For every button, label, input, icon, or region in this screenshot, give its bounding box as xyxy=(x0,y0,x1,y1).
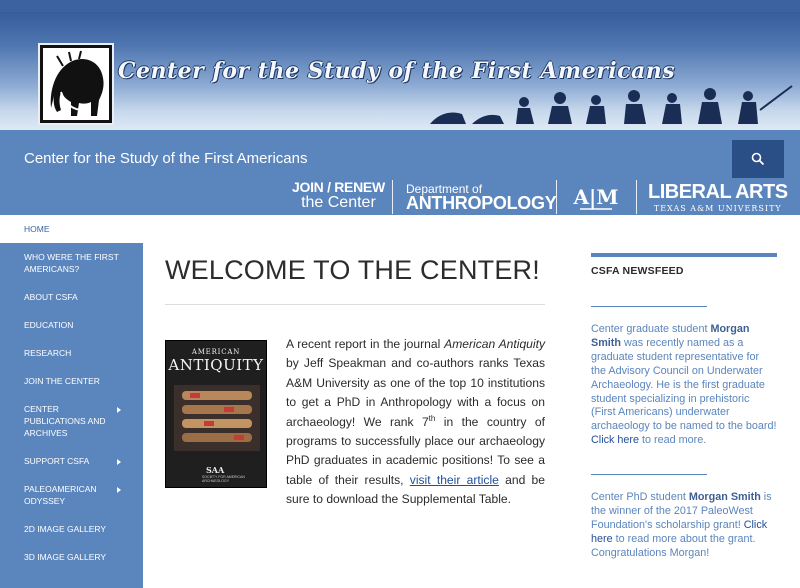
la-line2: TEXAS A&M UNIVERSITY xyxy=(653,204,782,213)
nav-item-center-publications[interactable] xyxy=(0,395,143,447)
journal-name: American Antiquity xyxy=(444,337,545,351)
cover-title-line1: AMERICAN xyxy=(191,348,241,356)
news-text: to read more about the grant. Congratulations Morgan! xyxy=(591,532,756,559)
join-line2: the Center xyxy=(301,194,376,211)
newsfeed-divider xyxy=(591,306,707,307)
newsfeed-top-bar xyxy=(591,253,777,257)
nav-item-support-csfa[interactable] xyxy=(0,447,143,475)
chevron-right-icon xyxy=(117,487,121,493)
nav-item-label: ABOUT CSFA xyxy=(24,292,78,302)
la-line1: LIBERAL ARTS xyxy=(648,181,788,203)
cover-title-line2: ANTIQUITY xyxy=(168,356,264,374)
join-line1: JOIN / RENEW xyxy=(292,179,385,195)
texas-am-logo-icon[interactable] xyxy=(573,182,619,214)
article-text: by Jeff Speakman and co-authors ranks Texas A&M University as one of the top 10 institutions to get a PhD in Anthropology with a focus on archaeology! We rank 7 xyxy=(286,356,545,429)
news-click-here-link[interactable]: Click here xyxy=(591,434,640,447)
news-text: Center PhD student xyxy=(591,491,689,503)
title-divider xyxy=(165,304,545,305)
chevron-right-icon xyxy=(117,407,121,413)
news-person-name: Morgan Smith xyxy=(591,323,750,349)
nav-item-label: RESEARCH xyxy=(24,348,72,358)
search-icon xyxy=(751,152,765,166)
nav-item-label: JOIN THE CENTER xyxy=(24,376,100,386)
join-renew-logo[interactable] xyxy=(292,180,385,210)
mammoth-icon xyxy=(43,48,109,120)
cover-publisher-full: SOCIETY FOR AMERICAN ARCHAEOLOGY xyxy=(202,475,245,483)
nav-item-about-csfa[interactable] xyxy=(0,283,143,311)
news-click-here-link[interactable]: Click here xyxy=(591,518,768,545)
dept-line1: Department of xyxy=(406,182,483,196)
site-header xyxy=(0,130,800,215)
dept-line2: ANTHROPOLOGY xyxy=(406,193,557,213)
nav-item-label: HOME xyxy=(24,224,50,234)
site-title-link[interactable]: Center for the Study of the First Americans xyxy=(24,150,308,167)
atm-mark: A|M xyxy=(573,185,619,209)
news-text: to read more. xyxy=(639,434,707,447)
article-text: A recent report in the journal xyxy=(286,337,445,351)
nav-item-research[interactable] xyxy=(0,339,143,367)
sidebar-nav xyxy=(0,215,143,588)
nav-item-paleoamerican-odyssey[interactable] xyxy=(0,475,143,515)
news-person-name: Morgan Smith xyxy=(688,491,761,503)
nav-item-label: 2D IMAGE GALLERY xyxy=(24,524,107,534)
article-text: and be sure to download the Supplemental Table. xyxy=(286,472,545,507)
chevron-right-icon xyxy=(117,459,121,465)
nav-item-label: EDUCATION xyxy=(24,320,74,330)
nav-item-2d-image-gallery[interactable] xyxy=(0,515,143,543)
nav-item-label: WHO WERE THE FIRST AMERICANS? xyxy=(24,252,119,274)
banner-top-strip xyxy=(0,0,800,12)
nav-item-label: CENTER PUBLICATIONS AND ARCHIVES xyxy=(24,404,106,438)
news-text: was recently named as a graduate student representative for the Advisory Council on Underwater Archaeology. He is the first graduate student specializing in prehistoric (First Americans) underwater archaeology to be named to the board! xyxy=(591,336,777,433)
nav-item-education[interactable] xyxy=(0,311,143,339)
nav-item-who-were-the-first-americans[interactable] xyxy=(0,243,143,283)
hunters-silhouette-icon xyxy=(420,80,800,130)
visit-article-link[interactable]: visit their article xyxy=(409,472,499,487)
anthropology-dept-logo[interactable] xyxy=(406,182,557,213)
page-title: WELCOME TO THE CENTER! xyxy=(165,255,540,285)
newsfeed-divider xyxy=(591,474,707,475)
nav-item-join-the-center[interactable] xyxy=(0,367,143,395)
banner-title: Center for the Study of the First Americans xyxy=(118,58,676,84)
nav-item-3d-image-gallery[interactable] xyxy=(0,543,143,571)
search-button[interactable] xyxy=(732,140,784,178)
partner-logos xyxy=(280,180,800,214)
news-text: Center graduate student xyxy=(591,323,711,335)
ordinal-suffix: th xyxy=(428,413,436,423)
logo-divider xyxy=(392,180,393,214)
news-item xyxy=(591,491,777,561)
article-text: in the country of programs to successfully place our archaeology PhD graduates in academic positions! To see a table of their results, xyxy=(286,414,545,487)
nav-item-label: 3D IMAGE GALLERY xyxy=(24,552,107,562)
nav-item-label: PALEOAMERICAN ODYSSEY xyxy=(24,484,97,506)
mammoth-logo[interactable] xyxy=(40,45,112,123)
journal-cover-image[interactable] xyxy=(165,340,267,488)
news-item xyxy=(591,323,777,448)
nav-item-home[interactable] xyxy=(0,215,143,243)
nav-item-label: SUPPORT CSFA xyxy=(24,456,90,466)
news-text: is the winner of the 2017 PaleoWest Foundation's scholarship grant! xyxy=(591,491,772,531)
cover-publisher: SAA xyxy=(206,465,225,475)
logo-divider xyxy=(636,180,637,214)
site-banner[interactable] xyxy=(0,0,800,130)
logo-divider xyxy=(556,180,557,214)
projectile-points-icon xyxy=(174,385,260,451)
liberal-arts-logo[interactable] xyxy=(648,182,788,216)
newsfeed-heading: CSFA NEWSFEED xyxy=(591,265,684,277)
